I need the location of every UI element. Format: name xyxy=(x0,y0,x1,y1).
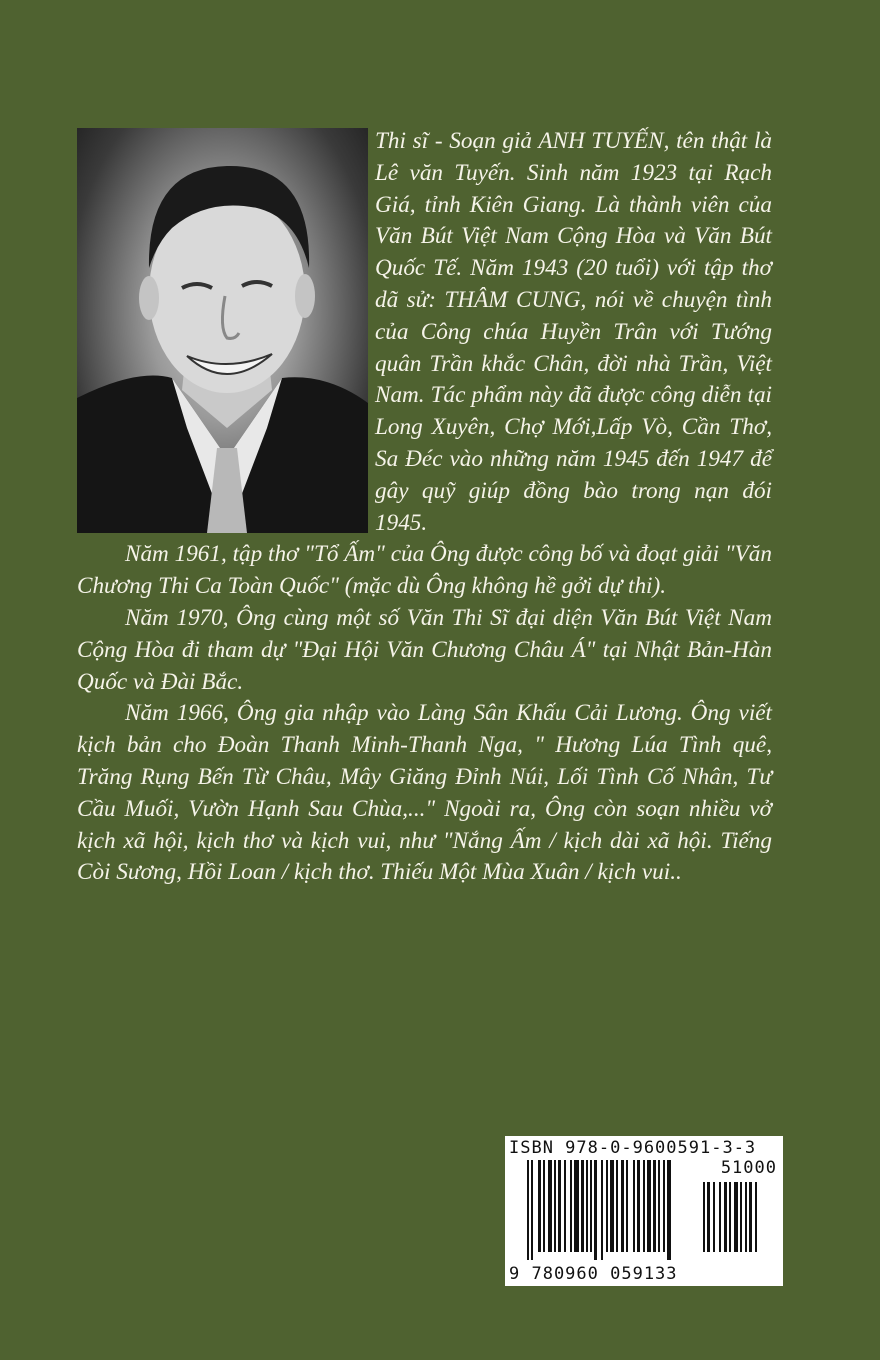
ean-number: 9 780960 059133 xyxy=(509,1264,678,1284)
isbn-number: ISBN 978-0-9600591-3-3 xyxy=(509,1138,757,1158)
bio-1961-paragraph: Năm 1961, tập thơ "Tổ Ấm" của Ông được công bố và đoạt giải "Văn Chương Thi Ca Toàn Quốc" (mặc dù Ông không hề gởi dự thi). xyxy=(77,541,772,600)
isbn-barcode xyxy=(505,1136,783,1286)
addon-bars xyxy=(703,1182,777,1260)
bio-1970-paragraph: Năm 1970, Ông cùng một số Văn Thi Sĩ đại diện Văn Bút Việt Nam Cộng Hòa đi tham dự "Đại Hội Văn Chương Châu Á" tại Nhật Bản-Hàn Quốc và Đài Bắc. xyxy=(77,604,772,695)
bio-intro-paragraph: Thi sĩ - Soạn giả ANH TUYẾN, tên thật là Lê văn Tuyến. Sinh năm 1923 tại Rạch Giá, tỉnh Kiên Giang. Là thành viên của Văn Bút Việt Nam Cộng Hòa và Văn Bút Quốc Tế. Năm 1943 (20 tuổi) với tập thơ dã sử: THÂM CUNG, nói về chuyện tình của Công chúa Huyền Trân với Tướng quân Trần khắc Chân, đời nhà Trần, Việt Nam. Tác phẩm này đã được công diễn tại Long Xuyên, Chợ Mới,Lấp Vò, Cần Thơ, Sa Đéc vào những năm 1945 đến 1947 để gây quỹ giúp đồng bào trong nạn đói 1945. xyxy=(375,128,772,536)
author-biography xyxy=(77,126,772,889)
bio-1966-paragraph: Năm 1966, Ông gia nhập vào Làng Sân Khấu Cải Lương. Ông viết kịch bản cho Đoàn Thanh Minh-Thanh Nga, " Hương Lúa Tình quê, Trăng Rụng Bến Từ Châu, Mây Giăng Đỉnh Núi, Lối Tình Cố Nhân, Tư Cầu Muối, Vườn Hạnh Sau Chùa,..." Ngoài ra, Ông còn soạn nhiều vở kịch xã hội, kịch thơ và kịch vui, như "Nắng Ấm / kịch dài xã hội. Tiếng Còi Sương, Hồi Loan / kịch thơ. Thiếu Một Mùa Xuân / kịch vui.. xyxy=(77,700,772,886)
ean-bars xyxy=(527,1160,697,1260)
price-code: 51000 xyxy=(720,1158,777,1178)
